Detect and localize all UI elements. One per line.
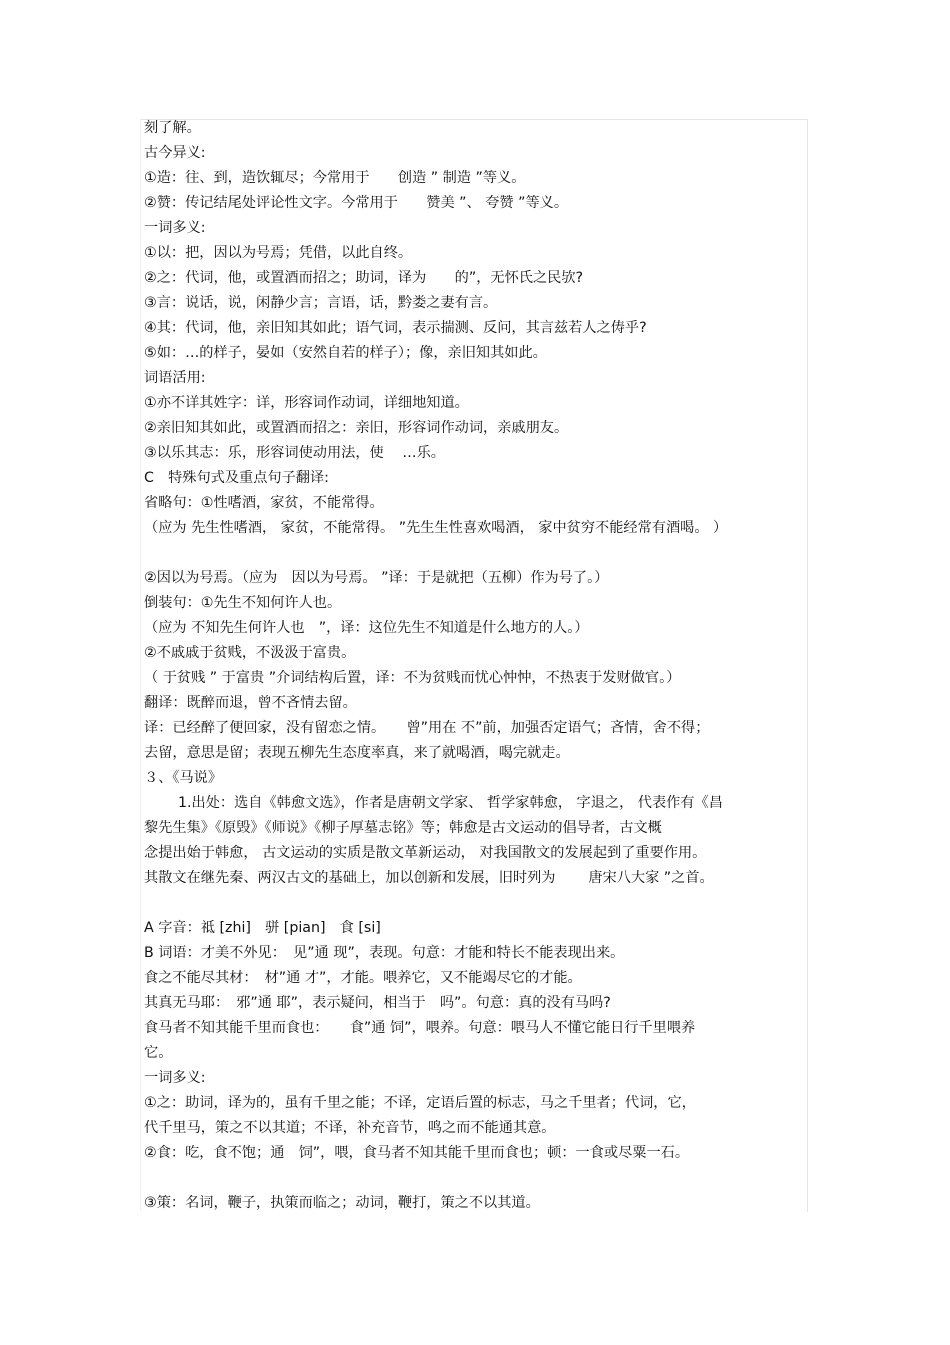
heading-yici-duoyi: 一词多义: xyxy=(144,220,206,236)
text-line: ③言：说话，说，闲静少言；言语，话，黔娄之妻有言。 xyxy=(144,295,498,311)
text-line: 其真无马耶： 邪”通 耶”，表示疑问，相当于 吗”。句意：真的没有马吗? xyxy=(144,995,611,1011)
text-line: （应为 先生性嗜酒， 家贫，不能常得。 ”先生生性喜欢喝酒， 家中贫穷不能经常有酒喝。 ） xyxy=(144,520,728,536)
text-line: ②因以为号焉。（应为 因以为号焉。 ”译：于是就把（五柳）作为号了。） xyxy=(144,570,609,586)
text-line: 它。 xyxy=(144,1045,173,1061)
text-line: ②不戚戚于贫贱，不汲汲于富贵。 xyxy=(144,645,356,661)
text-line: ⑤如：…的样子，晏如（安然自若的样子）；像，亲旧知其如此。 xyxy=(144,345,547,361)
text-line: 翻译：既醉而退，曾不吝情去留。 xyxy=(144,695,357,711)
text-line: 译：已经醉了便回家，没有留恋之情。 曾”用在 不”前，加强否定语气；吝情，舍不得； xyxy=(144,720,710,736)
text-line: ②之：代词，他，或置酒而招之；助词，译为 的”，无怀氏之民欤? xyxy=(144,270,584,286)
text-line: 其散文在继先秦、两汉古文的基础上，加以创新和发展，旧时列为 唐宋八大家 ”之首。 xyxy=(144,870,714,886)
text-line: ①以：把，因以为号焉；凭借，以此自终。 xyxy=(144,245,413,261)
text-line: 念提出始于韩愈， 古文运动的实质是散文革新运动， 对我国散文的发展起到了重要作用。 xyxy=(144,845,707,861)
text-line: 倒装句：①先生不知何许人也。 xyxy=(144,595,342,611)
text-line: ①亦不详其姓字：详，形容词作动词，详细地知道。 xyxy=(144,395,469,411)
text-line: ②赞：传记结尾处评论性文字。今常用于 赞美 ”、 夸赞 ”等义。 xyxy=(144,195,569,211)
text-line: ③以乐其志：乐，形容词使动用法，使 …乐。 xyxy=(144,445,445,461)
text-line: 代千里马，策之不以其道；不译，补充音节，鸣之而不能通其意。 xyxy=(144,1120,556,1136)
text-line: （ 于贫贱 ” 于富贵 ”介词结构后置，译：不为贫贱而忧心忡忡，不热衷于发财做官。） xyxy=(144,670,681,686)
text-line: （应为 不知先生何许人也 ”，译：这位先生不知道是什么地方的人。） xyxy=(144,620,589,636)
text-line: 食之不能尽其材： 材”通 才”，才能。喂养它，又不能竭尽它的才能。 xyxy=(144,970,582,986)
text-line: 1.出处：选自《韩愈文选》，作者是唐朝文学家、 哲学家韩愈， 字退之， 代表作有《昌 xyxy=(178,795,723,811)
text-line: ②亲旧知其如此，或置酒而招之：亲旧，形容词作动词，亲戚朋友。 xyxy=(144,420,569,436)
text-line: ②食：吃，食不饱；通 饲”，喂，食马者不知其能千里而食也；顿：一食或尽粟一石。 xyxy=(144,1145,690,1161)
heading-teshu-jushi: C 特殊句式及重点句子翻译: xyxy=(144,470,329,486)
heading-yici-duoyi-2: 一词多义: xyxy=(144,1070,206,1086)
text-line: ①造：往、到，造饮辄尽；今常用于 创造 ” 制造 ”等义。 xyxy=(144,170,526,186)
heading-gujin-yiyi: 古今异义: xyxy=(144,145,206,161)
text-line: ①之：助词，译为的，虽有千里之能；不译，定语后置的标志，马之千里者；代词，它， xyxy=(144,1095,696,1111)
text-line: 省略句：①性嗜酒，家贫，不能常得。 xyxy=(144,495,384,511)
text-line: 食马者不知其能千里而食也： 食”通 饲”，喂养。句意：喂马人不懂它能日行千里喂养 xyxy=(144,1020,696,1036)
page-border-left xyxy=(140,119,141,1211)
text-line: B 词语：才美不外见： 见”通 现”，表现。句意：才能和特长不能表现出来。 xyxy=(144,945,625,961)
text-line: ③策：名词，鞭子，执策而临之；动词，鞭打，策之不以其道。 xyxy=(144,1195,540,1211)
heading-mashuo: ３、《马说》 xyxy=(144,770,223,786)
text-line: 去留，意思是留；表现五柳先生态度率真，来了就喝酒，喝完就走。 xyxy=(144,745,570,761)
text-line: 刻了解。 xyxy=(144,120,201,136)
text-line: 黎先生集》《原毁》《师说》《柳子厚墓志铭》等；韩愈是古文运动的倡导者，古文概 xyxy=(144,820,662,836)
text-line: A 字音：祗 [zhi] 骈 [pian] 食 [si] xyxy=(144,920,381,936)
heading-ciyu-huoyong: 词语活用: xyxy=(144,370,206,386)
text-line: ④其：代词，他，亲旧知其如此；语气词，表示揣测、反问，其言兹若人之俦乎? xyxy=(144,320,647,336)
